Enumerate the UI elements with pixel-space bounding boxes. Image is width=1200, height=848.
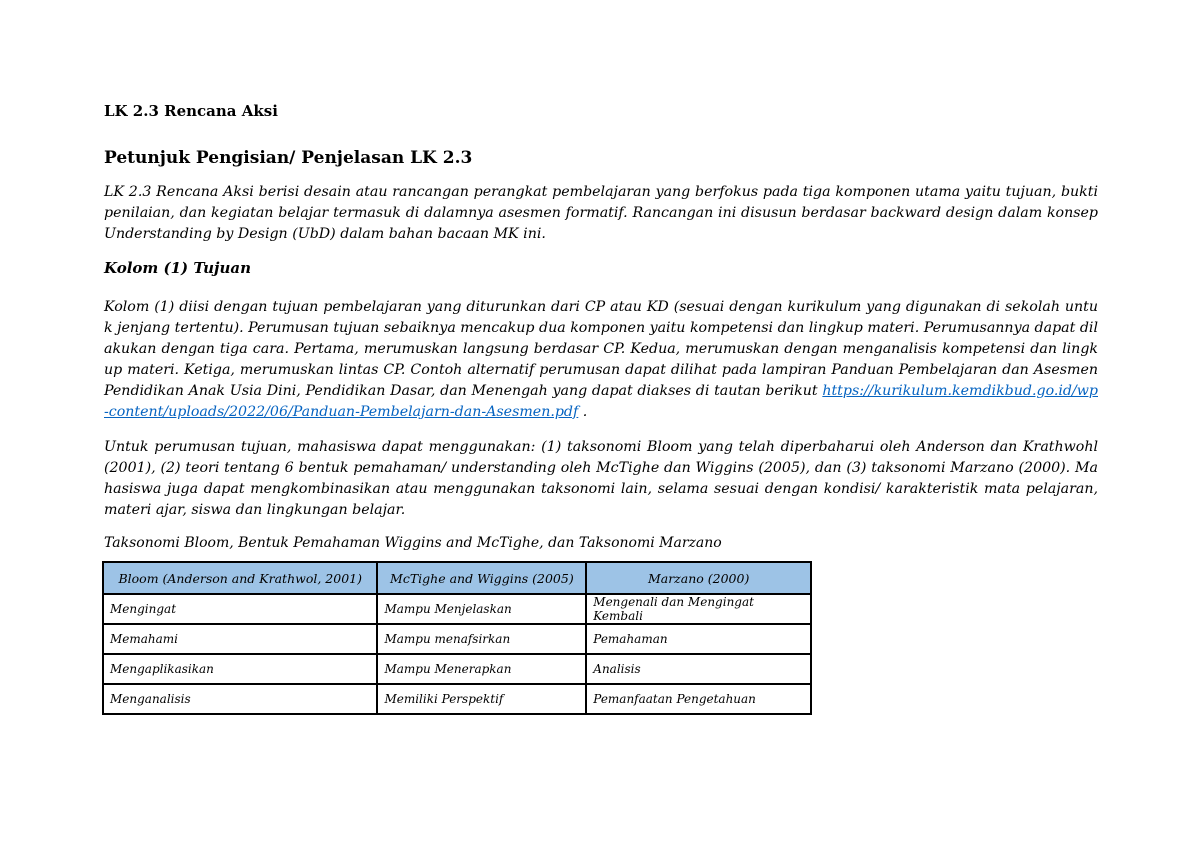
intro-paragraph: LK 2.3 Rencana Aksi berisi desain atau rancangan perangkat pembelajaran yang berfokus pada tiga komponen utama yaitu tujuan, bukti penilaian, dan kegiatan belajar termasuk di dalamnya asesmen formatif. Rancangan ini disusun berdasar backward design dalam konsep Understanding by Design (UbD) dalam bahan bacaan MK ini. xyxy=(104,184,1098,242)
table-cell: Pemanfaatan Pengetahuan xyxy=(586,684,811,714)
table-cell: Mampu Menerapkan xyxy=(377,654,586,684)
table-cell: Mampu Menjelaskan xyxy=(377,594,586,624)
kolom-end: . xyxy=(578,404,588,420)
document-content xyxy=(104,102,1098,715)
kolom-heading: Kolom (1) Tujuan xyxy=(104,259,252,277)
perumusan-paragraph: Untuk perumusan tujuan, mahasiswa dapat menggunakan: (1) taksonomi Bloom yang telah diperbaharui oleh Anderson dan Krathwohl (2001), (2) teori tentang 6 bentuk pemahaman/ understanding oleh McTighe dan Wiggins (2005), dan (3) taksonomi Marzano (2000). Mahasiswa juga dapat mengkombinasikan atau menggunakan taksonomi lain, selama sesuai dengan kondisi/ karakteristik mata pelajaran, materi ajar, siswa dan lingkungan belajar. xyxy=(104,439,1098,518)
taxonomy-table xyxy=(102,561,812,715)
table-caption: Taksonomi Bloom, Bentuk Pemahaman Wiggins and McTighe, dan Taksonomi Marzano xyxy=(104,535,722,551)
kolom-text: Kolom (1) diisi dengan tujuan pembelajaran yang diturunkan dari CP atau KD (sesuai dengan kurikulum yang digunakan di sekolah untuk jenjang tertentu). Perumusan tujuan sebaiknya mencakup dua komponen yaitu kompetensi dan lingkup materi. Perumusannya dapat dilakukan dengan tiga cara. Pertama, merumuskan langsung berdasar CP. Kedua, merumuskan dengan menganalisis kompetensi dan lingkup materi. Ketiga, merumuskan lintas CP. Contoh alternatif perumusan dapat dilihat pada lampiran Panduan Pembelajaran dan Asesmen Pendidikan Anak Usia Dini, Pendidikan Dasar, dan Menengah yang dapat diakses di tautan berikut xyxy=(104,299,1098,399)
table-cell: Mengaplikasikan xyxy=(103,654,377,684)
header-bloom: Bloom (Anderson and Krathwol, 2001) xyxy=(103,562,377,594)
header-marzano: Marzano (2000) xyxy=(586,562,811,594)
table-row xyxy=(103,624,811,654)
table-cell: Mampu menafsirkan xyxy=(377,624,586,654)
panduan-link[interactable]: https://kurikulum.kemdikbud.go.id/wp-content/uploads/2022/06/Panduan-Pembelajarn-dan-Asesmen.pdf xyxy=(104,383,1098,420)
table-cell: Menganalisis xyxy=(103,684,377,714)
table-row xyxy=(103,654,811,684)
lk-title: LK 2.3 Rencana Aksi xyxy=(104,102,278,120)
kolom-paragraph xyxy=(104,297,1098,423)
table-cell: Memahami xyxy=(103,624,377,654)
table-cell: Pemahaman xyxy=(586,624,811,654)
table-cell: Mengenali dan Mengingat Kembali xyxy=(586,594,811,624)
table-row xyxy=(103,684,811,714)
table-row xyxy=(103,594,811,624)
header-mctighe: McTighe and Wiggins (2005) xyxy=(377,562,586,594)
section-heading: Petunjuk Pengisian/ Penjelasan LK 2.3 xyxy=(104,148,473,168)
table-cell: Analisis xyxy=(586,654,811,684)
table-header-row xyxy=(103,562,811,594)
table-cell: Memiliki Perspektif xyxy=(377,684,586,714)
table-cell: Mengingat xyxy=(103,594,377,624)
